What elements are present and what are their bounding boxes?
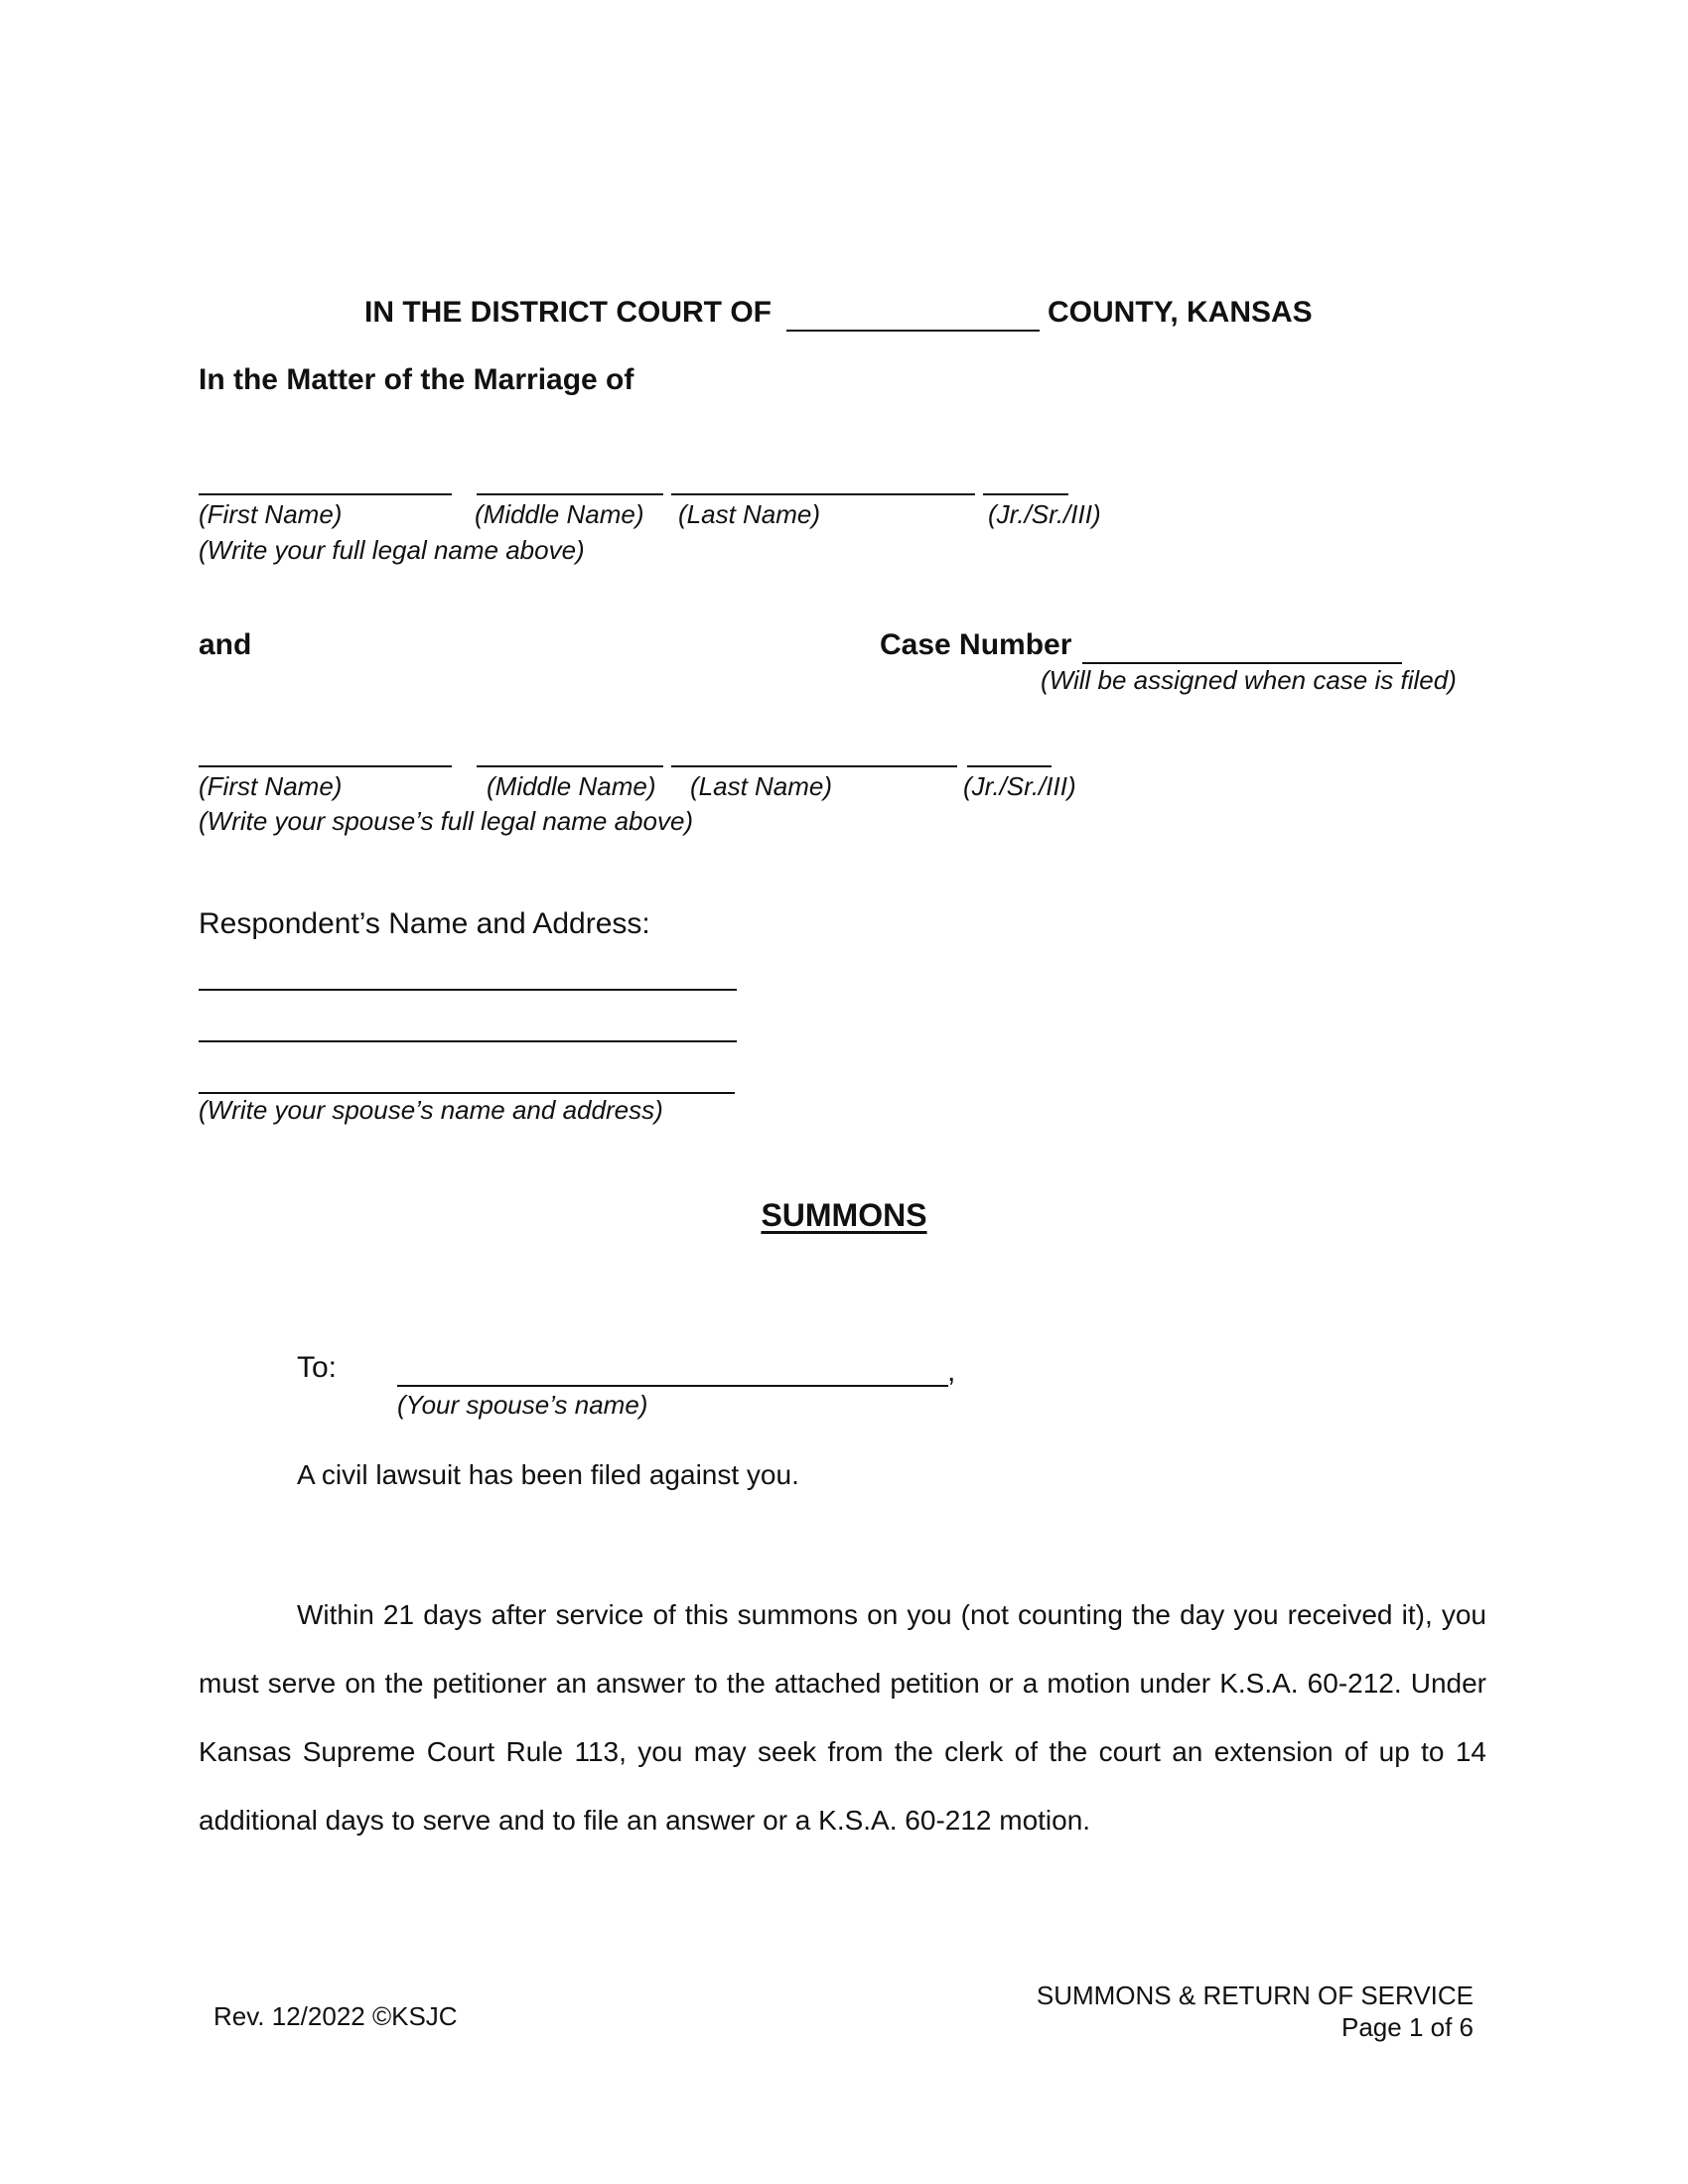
respondent-address-line-2[interactable] (199, 1040, 737, 1042)
respondent-suffix-label: (Jr./Sr./III) (963, 771, 1076, 801)
to-spouse-name-note: (Your spouse’s name) (397, 1390, 648, 1420)
and-label: and (199, 628, 252, 661)
lawsuit-statement: A civil lawsuit has been filed against you. (297, 1459, 799, 1490)
to-comma: , (947, 1355, 956, 1388)
footer-form-title: SUMMONS & RETURN OF SERVICE (1036, 1980, 1474, 2010)
summons-title: SUMMONS (761, 1197, 927, 1233)
summons-body-text: Within 21 days after service of this summons on you (not counting the day you received it), you must serve on the petitioner an answer to the attached petition or a motion under K.S.A. 60-212. Under Kansas Supreme Court Rule 113, you may seek from the clerk of the court an extension of up to 14 additional days to serve and to file an answer or a K.S.A. 60-212 motion. (199, 1599, 1486, 1836)
respondent-last-name-label: (Last Name) (690, 771, 833, 801)
petitioner-suffix-line[interactable] (983, 493, 1068, 495)
respondent-address-label: Respondent’s Name and Address: (199, 907, 650, 940)
respondent-suffix-line[interactable] (967, 765, 1052, 767)
court-header-suffix: COUNTY, KANSAS (1048, 296, 1313, 329)
petitioner-last-name-label: (Last Name) (678, 499, 821, 529)
footer-revision: Rev. 12/2022 ©KSJC (213, 2001, 458, 2031)
petitioner-middle-name-line[interactable] (477, 493, 663, 495)
respondent-first-name-line[interactable] (199, 765, 452, 767)
respondent-address-line-1[interactable] (199, 989, 737, 991)
court-header-prefix: IN THE DISTRICT COURT OF (364, 296, 772, 329)
petitioner-middle-name-label: (Middle Name) (475, 499, 644, 529)
respondent-middle-name-label: (Middle Name) (487, 771, 656, 801)
petitioner-first-name-label: (First Name) (199, 499, 343, 529)
petitioner-last-name-line[interactable] (671, 493, 975, 495)
footer-page-number: Page 1 of 6 (1341, 2012, 1474, 2042)
respondent-first-name-label: (First Name) (199, 771, 343, 801)
to-label: To: (297, 1351, 338, 1384)
summons-body-paragraph (199, 1580, 1486, 1854)
respondent-address-line-3[interactable] (199, 1092, 735, 1094)
respondent-address-note: (Write your spouse’s name and address) (199, 1095, 663, 1125)
case-number-note: (Will be assigned when case is filed) (1041, 665, 1457, 695)
respondent-middle-name-line[interactable] (477, 765, 663, 767)
respondent-last-name-line[interactable] (671, 765, 957, 767)
respondent-name-instruction: (Write your spouse’s full legal name above) (199, 806, 694, 836)
petitioner-name-instruction: (Write your full legal name above) (199, 535, 585, 565)
county-blank-line[interactable] (786, 330, 1040, 332)
petitioner-suffix-label: (Jr./Sr./III) (988, 499, 1101, 529)
case-number-blank-line[interactable] (1082, 662, 1402, 664)
matter-heading: In the Matter of the Marriage of (199, 363, 634, 396)
petitioner-first-name-line[interactable] (199, 493, 452, 495)
to-spouse-name-line[interactable] (397, 1385, 948, 1387)
case-number-label: Case Number (880, 628, 1072, 661)
